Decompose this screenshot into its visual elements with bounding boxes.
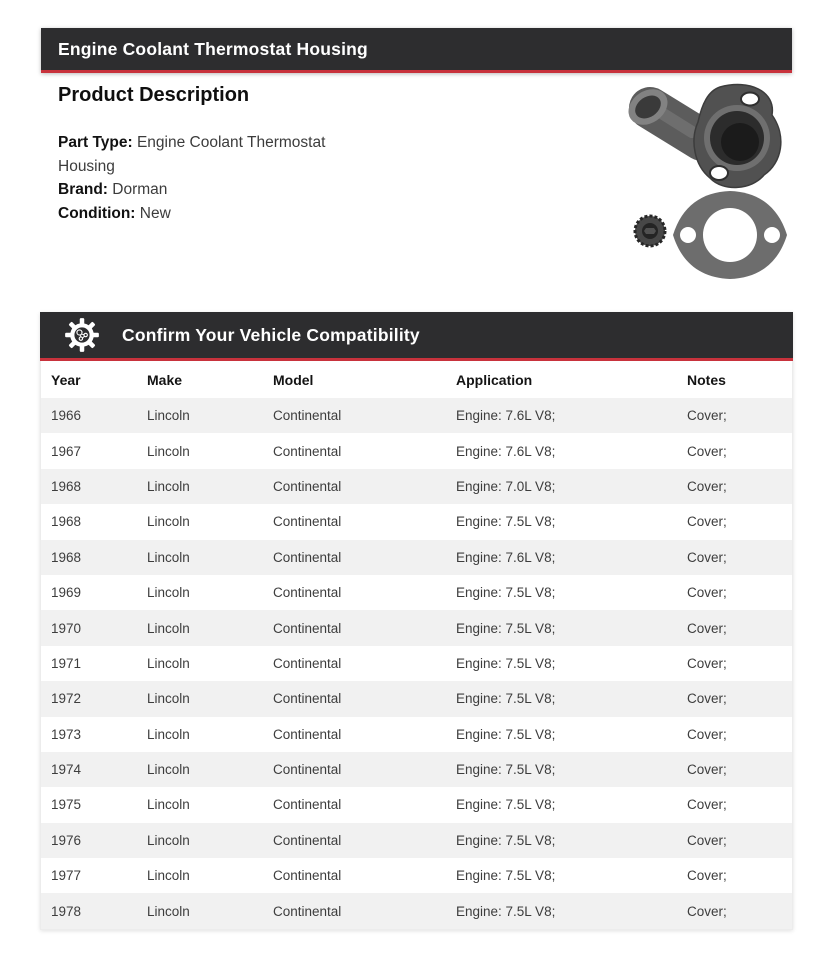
cell-application: Engine: 7.5L V8; [456, 832, 556, 848]
cell-notes: Cover; [687, 585, 727, 601]
condition-value: New [139, 204, 171, 222]
column-header-model: Model [263, 361, 446, 398]
fitment-row [41, 610, 792, 645]
fitment-row [41, 469, 792, 504]
cell-make: Lincoln [147, 691, 190, 707]
cell-model: Continental [273, 797, 342, 813]
cell-application: Engine: 7.5L V8; [456, 691, 556, 707]
cell-year: 1968 [51, 549, 82, 565]
cell-model: Continental [273, 514, 342, 530]
cell-model: Continental [273, 585, 342, 601]
cell-year: 1969 [51, 585, 82, 601]
cell-make: Lincoln [147, 903, 190, 919]
cell-year: 1974 [51, 762, 82, 778]
cell-model: Continental [273, 762, 342, 778]
cell-year: 1971 [51, 655, 82, 671]
cell-year: 1966 [51, 408, 82, 424]
fitment-row [41, 787, 792, 822]
product-title: Engine Coolant Thermostat Housing [58, 38, 368, 59]
cell-notes: Cover; [687, 514, 727, 530]
cell-year: 1968 [51, 478, 82, 494]
fitment-row [41, 504, 792, 539]
cell-application: Engine: 7.5L V8; [456, 903, 556, 919]
cell-year: 1970 [51, 620, 82, 636]
cell-application: Engine: 7.6L V8; [456, 549, 556, 565]
cell-make: Lincoln [147, 478, 190, 494]
cell-application: Engine: 7.5L V8; [456, 585, 556, 601]
fitment-row [41, 681, 792, 716]
cell-year: 1968 [51, 514, 82, 530]
column-header-application: Application [446, 361, 677, 398]
cell-application: Engine: 7.5L V8; [456, 797, 556, 813]
cell-make: Lincoln [147, 797, 190, 813]
cell-model: Continental [273, 691, 342, 707]
product-description-section [58, 84, 378, 225]
cell-notes: Cover; [687, 620, 727, 636]
cell-model: Continental [273, 868, 342, 884]
cell-model: Continental [273, 655, 342, 671]
cell-notes: Cover; [687, 868, 727, 884]
product-description-heading: Product Description [58, 84, 250, 106]
fitment-table [41, 361, 792, 929]
cell-notes: Cover; [687, 691, 727, 707]
cell-make: Lincoln [147, 549, 190, 565]
cell-model: Continental [273, 443, 342, 459]
condition-label: Condition: [58, 204, 136, 222]
compatibility-header-bar [40, 312, 793, 361]
cell-notes: Cover; [687, 726, 727, 742]
column-header-make: Make [137, 361, 263, 398]
cell-year: 1975 [51, 797, 82, 813]
cell-make: Lincoln [147, 620, 190, 636]
product-photo [590, 78, 818, 286]
cell-notes: Cover; [687, 832, 727, 848]
product-description-fields [58, 131, 378, 225]
cell-application: Engine: 7.6L V8; [456, 443, 556, 459]
cell-notes: Cover; [687, 443, 727, 459]
fitment-row [41, 717, 792, 752]
vehicle-compatibility-panel [40, 312, 793, 930]
brand-label: Brand: [58, 181, 108, 198]
fitment-table-body [41, 398, 792, 929]
cell-notes: Cover; [687, 408, 727, 424]
cell-application: Engine: 7.5L V8; [456, 762, 556, 778]
cell-notes: Cover; [687, 797, 727, 813]
cell-notes: Cover; [687, 655, 727, 671]
cell-application: Engine: 7.5L V8; [456, 514, 556, 530]
column-header-notes: Notes [677, 361, 792, 398]
cell-make: Lincoln [147, 868, 190, 884]
cell-make: Lincoln [147, 762, 190, 778]
thermostat-housing-illustration [590, 78, 818, 286]
cell-make: Lincoln [147, 655, 190, 671]
cell-application: Engine: 7.5L V8; [456, 655, 556, 671]
cell-notes: Cover; [687, 762, 727, 778]
cell-application: Engine: 7.5L V8; [456, 620, 556, 636]
cell-year: 1973 [51, 726, 82, 742]
cell-make: Lincoln [147, 585, 190, 601]
cell-application: Engine: 7.5L V8; [456, 726, 556, 742]
cell-model: Continental [273, 408, 342, 424]
cell-model: Continental [273, 478, 342, 494]
cell-model: Continental [273, 903, 342, 919]
fitment-row [41, 433, 792, 468]
cell-notes: Cover; [687, 549, 727, 565]
cell-notes: Cover; [687, 478, 727, 494]
brand-value: Dorman [112, 181, 168, 198]
fitment-row [41, 752, 792, 787]
cell-model: Continental [273, 549, 342, 565]
fitment-header-row [41, 361, 792, 398]
compatibility-heading: Confirm Your Vehicle Compatibility [122, 324, 420, 345]
part-type-value: Engine Coolant Thermostat Housing [58, 134, 326, 175]
fitment-row [41, 540, 792, 575]
fitment-row [41, 893, 792, 928]
fitment-row [41, 398, 792, 433]
cell-year: 1977 [51, 868, 82, 884]
cell-model: Continental [273, 832, 342, 848]
cell-make: Lincoln [147, 726, 190, 742]
fitment-row [41, 858, 792, 893]
cell-year: 1972 [51, 691, 82, 707]
fitment-row [41, 646, 792, 681]
cell-model: Continental [273, 726, 342, 742]
fitment-row [41, 575, 792, 610]
cell-make: Lincoln [147, 514, 190, 530]
cell-year: 1967 [51, 443, 82, 459]
part-type-label: Part Type: [58, 134, 133, 151]
cell-make: Lincoln [147, 832, 190, 848]
column-header-year: Year [41, 361, 137, 398]
cell-year: 1978 [51, 903, 82, 919]
cell-application: Engine: 7.5L V8; [456, 868, 556, 884]
cell-model: Continental [273, 620, 342, 636]
gear-icon [64, 317, 100, 353]
cell-year: 1976 [51, 832, 82, 848]
cell-make: Lincoln [147, 408, 190, 424]
cell-make: Lincoln [147, 443, 190, 459]
cell-application: Engine: 7.6L V8; [456, 408, 556, 424]
cell-notes: Cover; [687, 903, 727, 919]
product-title-bar [41, 28, 792, 73]
cell-application: Engine: 7.0L V8; [456, 478, 556, 494]
fitment-row [41, 823, 792, 858]
